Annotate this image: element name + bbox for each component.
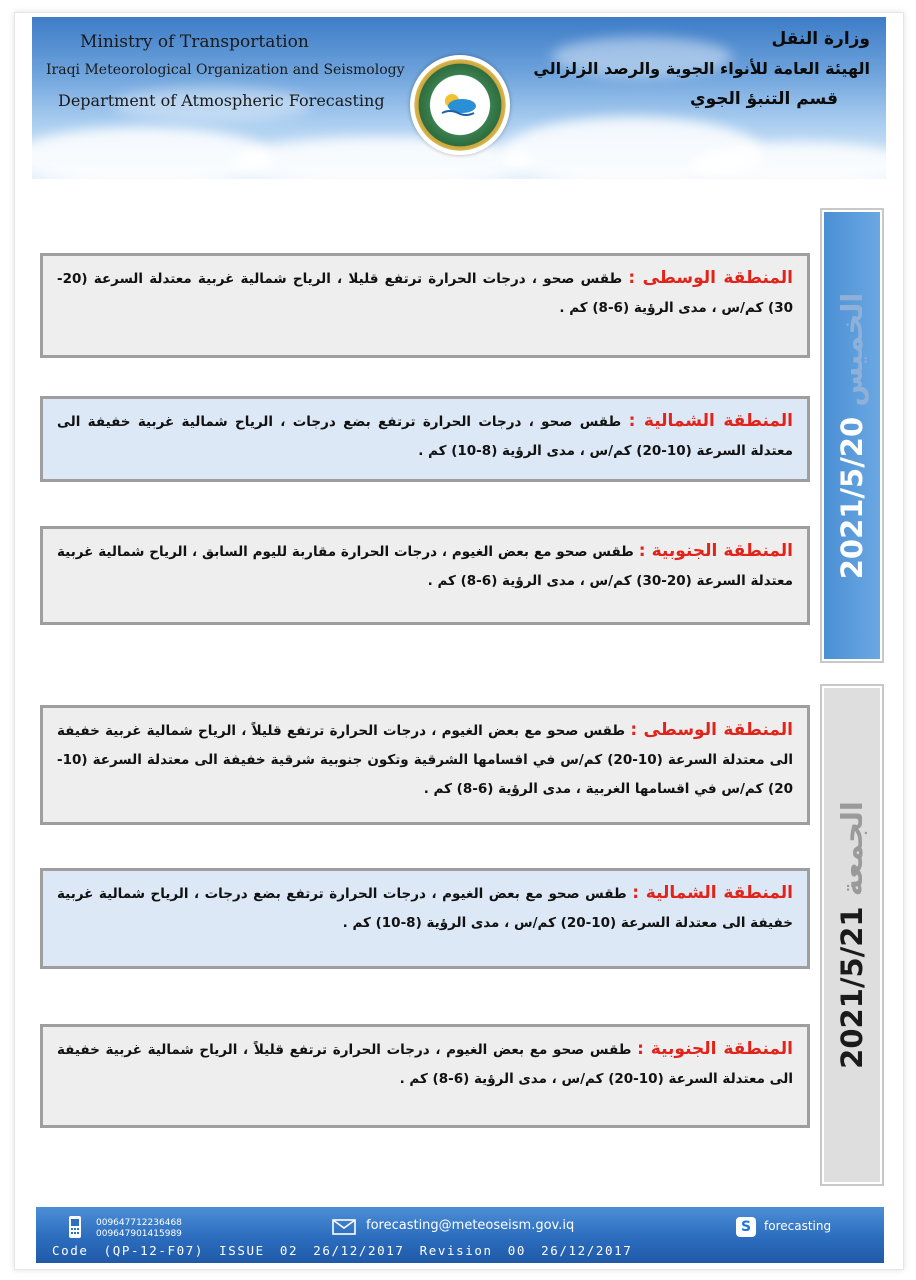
header-en-organization: Iraqi Meteorological Organization and Seismology xyxy=(46,62,405,78)
header-banner xyxy=(32,17,886,179)
forecast-box-thursday-north xyxy=(40,396,810,482)
region-label: المنطقة الجنوبية : xyxy=(638,541,794,561)
email-link[interactable]: forecasting@meteoseism.gov.iq xyxy=(366,1218,575,1233)
header-ar-ministry: وزارة النقل xyxy=(771,29,870,49)
forecast-box-thursday-central xyxy=(40,253,810,358)
day-date: 2021/5/21 xyxy=(835,906,869,1069)
document-code: Code (QP-12-F07) ISSUE 02 26/12/2017 Revision 00 26/12/2017 xyxy=(52,1243,633,1258)
phone-icon xyxy=(68,1215,82,1239)
forecast-text: طقس صحو ، درجات الحرارة ترتفع بضع درجات ، الرياح شمالية غربية خفيفة الى معتدلة السرعة (10-20) كم/س ، مدى الرؤية (8-10) كم . xyxy=(57,414,793,459)
organization-logo xyxy=(410,55,510,155)
forecast-text: طقس صحو مع بعض الغيوم ، درجات الحرارة مقاربة لليوم السابق ، الرياح شمالية غربية معتدلة السرعة (20-30) كم/س ، مدى الرؤية (6-8) كم . xyxy=(57,544,793,589)
region-label: المنطقة الشمالية : xyxy=(632,883,793,903)
phone-number-2: 009647901415989 xyxy=(96,1229,182,1239)
forecast-text: طقس صحو مع بعض الغيوم ، درجات الحرارة ترتفع قليلاً ، الرياح شمالية غربية خفيفة الى معتدلة السرعة (10-20) كم/س في اقسامها الشرقية وتكون جنوبية شرقية خفيفة الى معتدلة السرعة (10-20) كم/س في اقسامها الغربية ، مدى الرؤية (6-8) كم . xyxy=(57,723,793,797)
skype-handle: forecasting xyxy=(764,1219,832,1233)
region-label: المنطقة الجنوبية : xyxy=(637,1039,794,1059)
forecast-text: طقس صحو ، درجات الحرارة ترتفع قليلا ، الرياح شمالية غربية معتدلة السرعة (20-30) كم/س ، مدى الرؤية (6-8) كم . xyxy=(57,271,793,316)
phone-number-1: 009647712236468 xyxy=(96,1218,182,1228)
header-ar-organization: الهيئة العامة للأنواء الجوية والرصد الزلزالي xyxy=(533,59,870,78)
date-panel-friday xyxy=(820,684,884,1186)
region-label: المنطقة الوسطى : xyxy=(630,720,793,740)
header-ar-department: قسم التنبؤ الجوي xyxy=(690,89,838,109)
region-label: المنطقة الوسطى : xyxy=(628,268,794,288)
phone-numbers xyxy=(96,1218,182,1240)
day-name: الخميس xyxy=(835,292,869,407)
header-en-ministry: Ministry of Transportation xyxy=(80,32,309,52)
forecast-box-thursday-south xyxy=(40,526,810,625)
forecast-box-friday-central xyxy=(40,705,810,825)
forecast-box-friday-south xyxy=(40,1024,810,1128)
header-en-department: Department of Atmospheric Forecasting xyxy=(58,91,385,110)
forecast-text: طقس صحو مع بعض الغيوم ، درجات الحرارة ترتفع بضع درجات ، الرياح شمالية غربية خفيفة الى معتدلة السرعة (10-20) كم/س ، مدى الرؤية (8-10) كم . xyxy=(57,886,793,931)
footer-bar xyxy=(36,1207,884,1263)
day-name: الجمعة xyxy=(835,801,869,897)
region-label: المنطقة الشمالية : xyxy=(628,411,794,431)
sun-cloud-icon xyxy=(438,89,482,117)
date-label-friday xyxy=(835,801,869,1069)
date-label-thursday xyxy=(835,292,869,579)
forecast-box-friday-north xyxy=(40,868,810,969)
mail-icon xyxy=(332,1219,356,1235)
day-date: 2021/5/20 xyxy=(835,416,869,579)
forecast-text: طقس صحو مع بعض الغيوم ، درجات الحرارة ترتفع قليلاً ، الرياح شمالية غربية خفيفة الى معتدلة السرعة (10-20) كم/س ، مدى الرؤية (6-8) كم . xyxy=(57,1042,793,1087)
date-panel-thursday xyxy=(820,208,884,663)
skype-icon: S xyxy=(736,1217,756,1237)
